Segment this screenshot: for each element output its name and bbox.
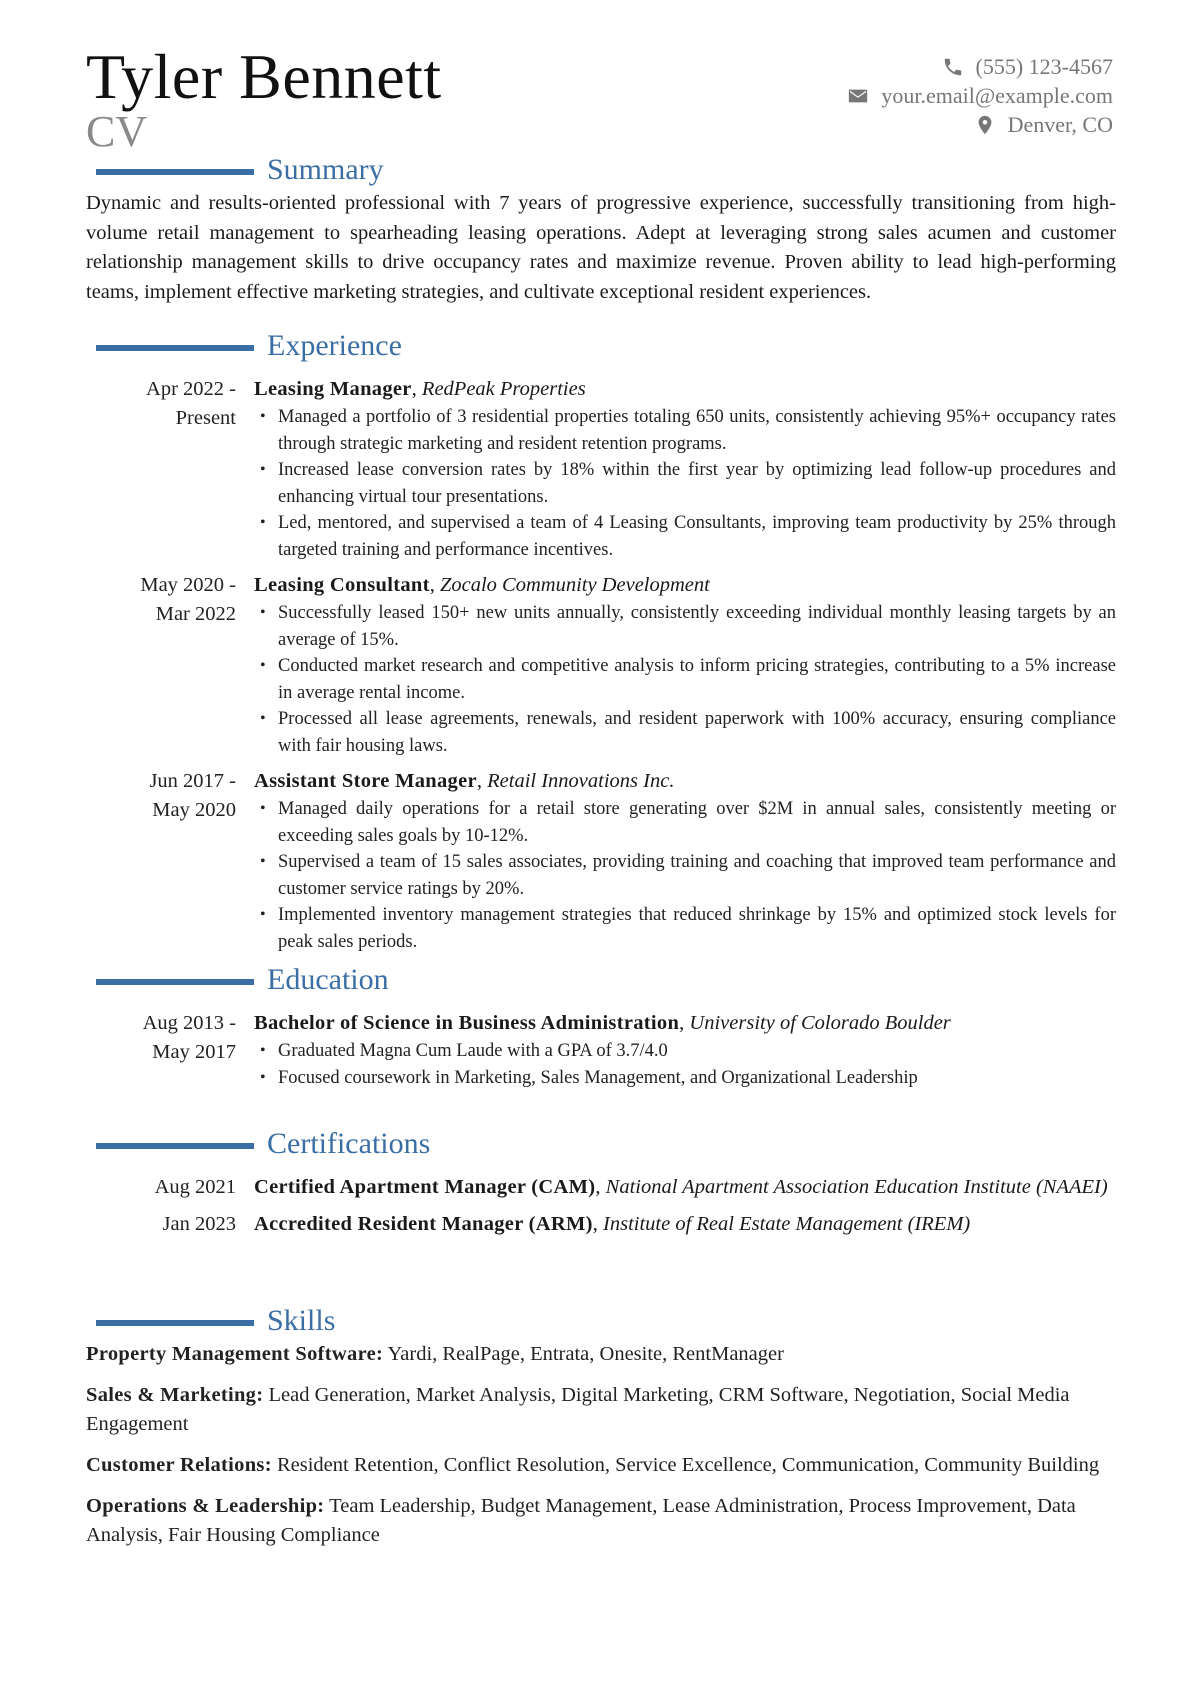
document-subtitle: CV <box>86 107 148 156</box>
skill-value: Lead Generation, Market Analysis, Digital Marketing, CRM Software, Negotiation, Social Media Engagement <box>86 1384 1070 1435</box>
experience-entry <box>86 767 1116 955</box>
entry-bullets <box>254 404 1116 563</box>
contact-location-text: Denver, CO <box>1007 112 1113 137</box>
skill-label: Sales & Marketing: <box>86 1384 264 1406</box>
list-item: • Led, mentored, and supervised a team of 4 Leasing Consultants, improving team productivity by 25% through targeted training and performance incentives. <box>254 510 1116 563</box>
contact-block <box>847 52 1113 139</box>
entry-headline: Accredited Resident Manager (ARM), Institute of Real Estate Management (IREM) <box>254 1213 971 1235</box>
section-bar <box>96 345 254 351</box>
contact-email <box>847 81 1113 110</box>
entry-body <box>248 1210 1116 1239</box>
date-end: May 2017 <box>152 1041 236 1063</box>
date-end: Mar 2022 <box>155 603 236 625</box>
candidate-name: Tyler Bennett <box>86 41 442 112</box>
skill-value: Team Leadership, Budget Management, Lease Administration, Process Improvement, Data Analysis, Fair Housing Compliance <box>86 1495 1076 1546</box>
entry-date <box>86 571 248 759</box>
certifications-heading <box>86 1129 1116 1163</box>
entry-date: Aug 2021 <box>154 1176 236 1198</box>
entry-date: Jan 2023 <box>162 1213 236 1235</box>
skill-row <box>86 1381 1116 1439</box>
entry-date <box>86 375 248 563</box>
phone-icon <box>942 56 964 78</box>
experience-section <box>86 331 1116 955</box>
summary-section <box>86 155 1116 307</box>
entry-org: University of Colorado Boulder <box>689 1012 951 1034</box>
contact-phone <box>847 52 1113 81</box>
entry-headline: Certified Apartment Manager (CAM), National Apartment Association Education Institute (NAAEI) <box>254 1176 1108 1198</box>
section-title: Certifications <box>267 1127 431 1160</box>
contact-email-text[interactable]: your.email@example.com <box>881 83 1113 108</box>
certification-org: National Apartment Association Education Institute (NAAEI) <box>605 1176 1108 1198</box>
entry-bullets <box>254 600 1116 759</box>
list-item: • Supervised a team of 15 sales associates, providing training and coaching that improved team performance and customer service ratings by 20%. <box>254 849 1116 902</box>
section-title: Summary <box>267 153 384 186</box>
entry-role: Leasing Manager <box>254 378 412 400</box>
entry-org: Zocalo Community Development <box>439 574 710 596</box>
section-bar <box>96 1320 254 1326</box>
education-section <box>86 965 1116 1091</box>
list-item: • Increased lease conversion rates by 18% within the first year by optimizing lead follow-up procedures and enhancing virtual tour presentations. <box>254 457 1116 510</box>
section-title: Education <box>267 963 389 996</box>
experience-heading <box>86 331 1116 365</box>
entry-role: Assistant Store Manager <box>254 770 477 792</box>
map-pin-icon <box>974 114 996 136</box>
contact-location <box>847 110 1113 139</box>
list-item: • Graduated Magna Cum Laude with a GPA of 3.7/4.0 <box>254 1038 1116 1065</box>
entry-body <box>248 767 1116 955</box>
date-start: Aug 2013 - <box>142 1012 236 1034</box>
certifications-section <box>86 1129 1116 1239</box>
entry-headline: Leasing Consultant, Zocalo Community Development <box>254 574 710 596</box>
certification-entry <box>86 1210 1116 1239</box>
list-item: • Implemented inventory management strategies that reduced shrinkage by 15% and optimized stock levels for peak sales periods. <box>254 902 1116 955</box>
list-item: • Managed a portfolio of 3 residential properties totaling 650 units, consistently achieving 95%+ occupancy rates through strategic marketing and resident retention programs. <box>254 404 1116 457</box>
skills-heading <box>86 1306 1116 1340</box>
entry-date <box>86 767 248 955</box>
entry-body <box>248 571 1116 759</box>
date-start: Apr 2022 - <box>146 378 236 400</box>
skill-label: Operations & Leadership: <box>86 1495 325 1517</box>
entry-org: Retail Innovations Inc. <box>487 770 675 792</box>
skill-label: Property Management Software: <box>86 1343 384 1365</box>
section-title: Skills <box>267 1304 336 1337</box>
experience-entry <box>86 375 1116 563</box>
contact-phone-text[interactable]: (555) 123-4567 <box>975 54 1113 79</box>
education-heading <box>86 965 1116 999</box>
date-end: Present <box>175 407 236 429</box>
list-item: • Focused coursework in Marketing, Sales Management, and Organizational Leadership <box>254 1065 1116 1092</box>
certification-entry <box>86 1173 1116 1202</box>
section-title: Experience <box>267 329 402 362</box>
envelope-icon <box>847 85 869 107</box>
entry-body <box>248 375 1116 563</box>
experience-entry <box>86 571 1116 759</box>
entry-headline: Leasing Manager, RedPeak Properties <box>254 378 586 400</box>
skill-value: Yardi, RealPage, Entrata, Onesite, RentManager <box>387 1343 784 1365</box>
skill-row <box>86 1340 1116 1369</box>
certification-name: Certified Apartment Manager (CAM) <box>254 1176 596 1198</box>
list-item: • Successfully leased 150+ new units annually, consistently exceeding individual monthly leasing targets by an average of 15%. <box>254 600 1116 653</box>
date-end: May 2020 <box>152 799 236 821</box>
certification-name: Accredited Resident Manager (ARM) <box>254 1213 593 1235</box>
skill-value: Resident Retention, Conflict Resolution, Service Excellence, Communication, Community Building <box>276 1454 1100 1476</box>
skills-section <box>86 1306 1116 1562</box>
entry-headline: Bachelor of Science in Business Administration, University of Colorado Boulder <box>254 1012 951 1034</box>
entry-bullets <box>254 796 1116 955</box>
entry-org: RedPeak Properties <box>421 378 586 400</box>
summary-text: Dynamic and results-oriented professional with 7 years of progressive experience, successfully transitioning from high-volume retail management to spearheading leasing operations. Adept at leveraging strong sales acumen and customer relationship management skills to drive occupancy rates and maximize revenue. Proven ability to lead high-performing teams, implement effective marketing strategies, and cultivate exceptional resident experiences. <box>86 192 1116 303</box>
list-item: • Conducted market research and competitive analysis to inform pricing strategies, contributing to a 5% increase in average rental income. <box>254 653 1116 706</box>
list-item: • Managed daily operations for a retail store generating over $2M in annual sales, consistently meeting or exceeding sales goals by 10-12%. <box>254 796 1116 849</box>
entry-date <box>86 1009 248 1091</box>
section-bar <box>96 169 254 175</box>
entry-body <box>248 1173 1116 1202</box>
skill-row <box>86 1492 1116 1550</box>
skill-label: Customer Relations: <box>86 1454 272 1476</box>
certification-org: Institute of Real Estate Management (IREM) <box>603 1213 971 1235</box>
entry-role: Leasing Consultant <box>254 574 430 596</box>
section-bar <box>96 1143 254 1149</box>
section-bar <box>96 979 254 985</box>
summary-heading <box>86 155 1116 189</box>
list-item: • Processed all lease agreements, renewals, and resident paperwork with 100% accuracy, ensuring compliance with fair housing laws. <box>254 706 1116 759</box>
date-start: Jun 2017 - <box>149 770 236 792</box>
entry-bullets <box>254 1038 1116 1091</box>
entry-role: Bachelor of Science in Business Administration <box>254 1012 680 1034</box>
education-entry <box>86 1009 1116 1091</box>
skill-row <box>86 1451 1116 1480</box>
entry-body <box>248 1009 1116 1091</box>
entry-headline: Assistant Store Manager, Retail Innovations Inc. <box>254 770 675 792</box>
date-start: May 2020 - <box>140 574 236 596</box>
